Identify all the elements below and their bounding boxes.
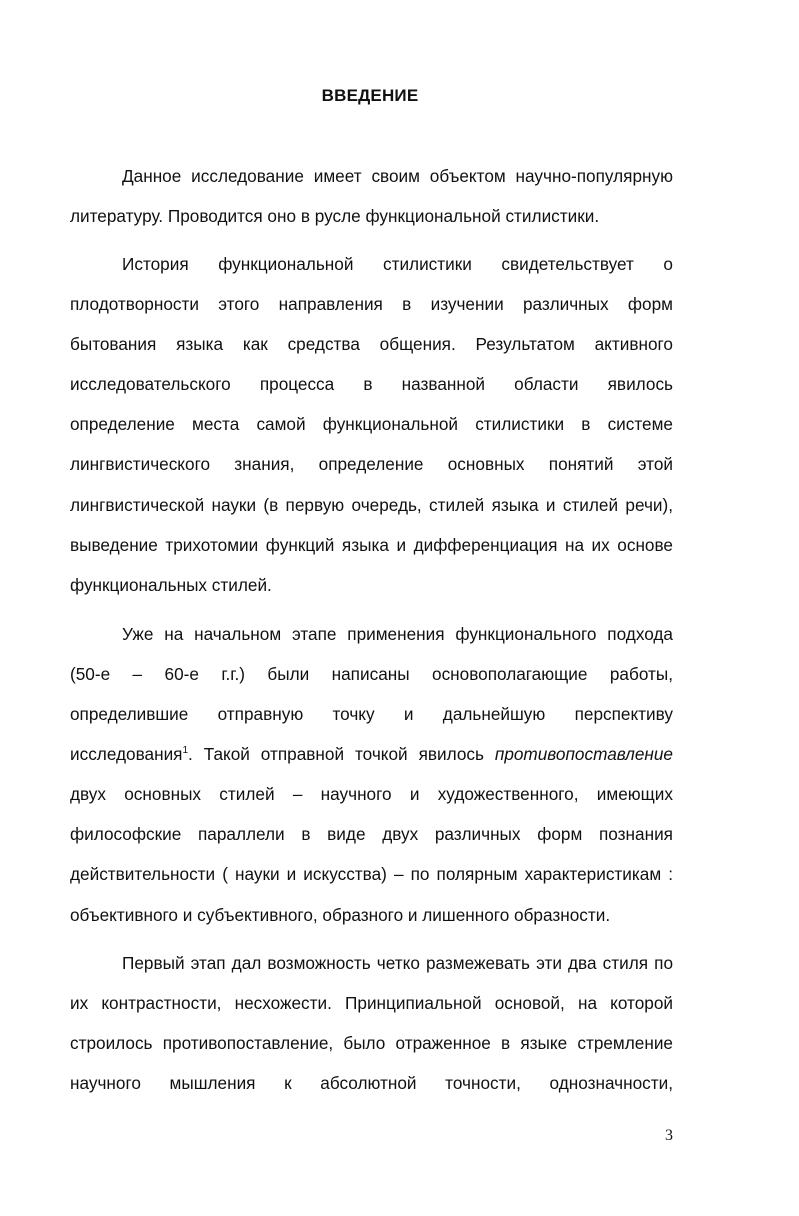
text-line: Первый этап дал возможность четко размежевать эти два стиля по xyxy=(122,953,673,973)
text-line: двух основных стилей – научного и художественного, имеющих xyxy=(70,784,673,804)
text-fragment: . Такой отправной точкой явилось xyxy=(188,744,484,764)
text-line: определение места самой функциональной стилистики в системе xyxy=(70,414,673,434)
text-line: выведение трихотомии функций языка и дифференциация на их основе xyxy=(70,535,673,555)
italic-term: противопоставление xyxy=(494,744,673,764)
text-line: литературу. Проводится оно в русле функциональной стилистики. xyxy=(70,206,600,226)
text-line: лингвистической науки (в первую очередь, стилей языка и стилей речи), xyxy=(70,495,673,515)
text-line: строилось противопоставление, было отраженное в языке стремление xyxy=(70,1033,673,1053)
text-line: бытования языка как средства общения. Результатом активного xyxy=(70,334,673,354)
footnote-reference[interactable]: 1 xyxy=(182,745,189,756)
section-heading: ВВЕДЕНИЕ xyxy=(321,86,419,105)
text-fragment: исследования xyxy=(70,744,183,764)
text-line-with-footnote xyxy=(70,743,673,765)
page-number: 3 xyxy=(665,1127,673,1144)
text-line: История функциональной стилистики свидетельствует о xyxy=(122,254,673,274)
text-line: исследовательского процесса в названной области явилось xyxy=(70,374,673,394)
text-line: определившие отправную точку и дальнейшую перспективу xyxy=(70,704,673,724)
text-line: действительности ( науки и искусства) – по полярным характеристикам : xyxy=(70,864,673,884)
text-line: функциональных стилей. xyxy=(70,575,272,595)
text-line: лингвистического знания, определение основных понятий этой xyxy=(70,454,673,474)
text-line: Уже на начальном этапе применения функционального подхода xyxy=(122,624,673,644)
text-line: плодотворности этого направления в изучении различных форм xyxy=(70,294,673,314)
text-line: Данное исследование имеет своим объектом научно-популярную xyxy=(122,166,673,186)
text-line: научного мышления к абсолютной точности, однозначности, xyxy=(70,1073,673,1093)
text-line: философские параллели в виде двух различных форм познания xyxy=(70,824,673,844)
text-line: (50-е – 60-е г.г.) были написаны основополагающие работы, xyxy=(70,664,673,684)
text-line: их контрастности, несхожести. Принципиальной основой, на которой xyxy=(70,993,673,1013)
text-line: объективного и субъективного, образного и лишенного образности. xyxy=(70,905,611,925)
